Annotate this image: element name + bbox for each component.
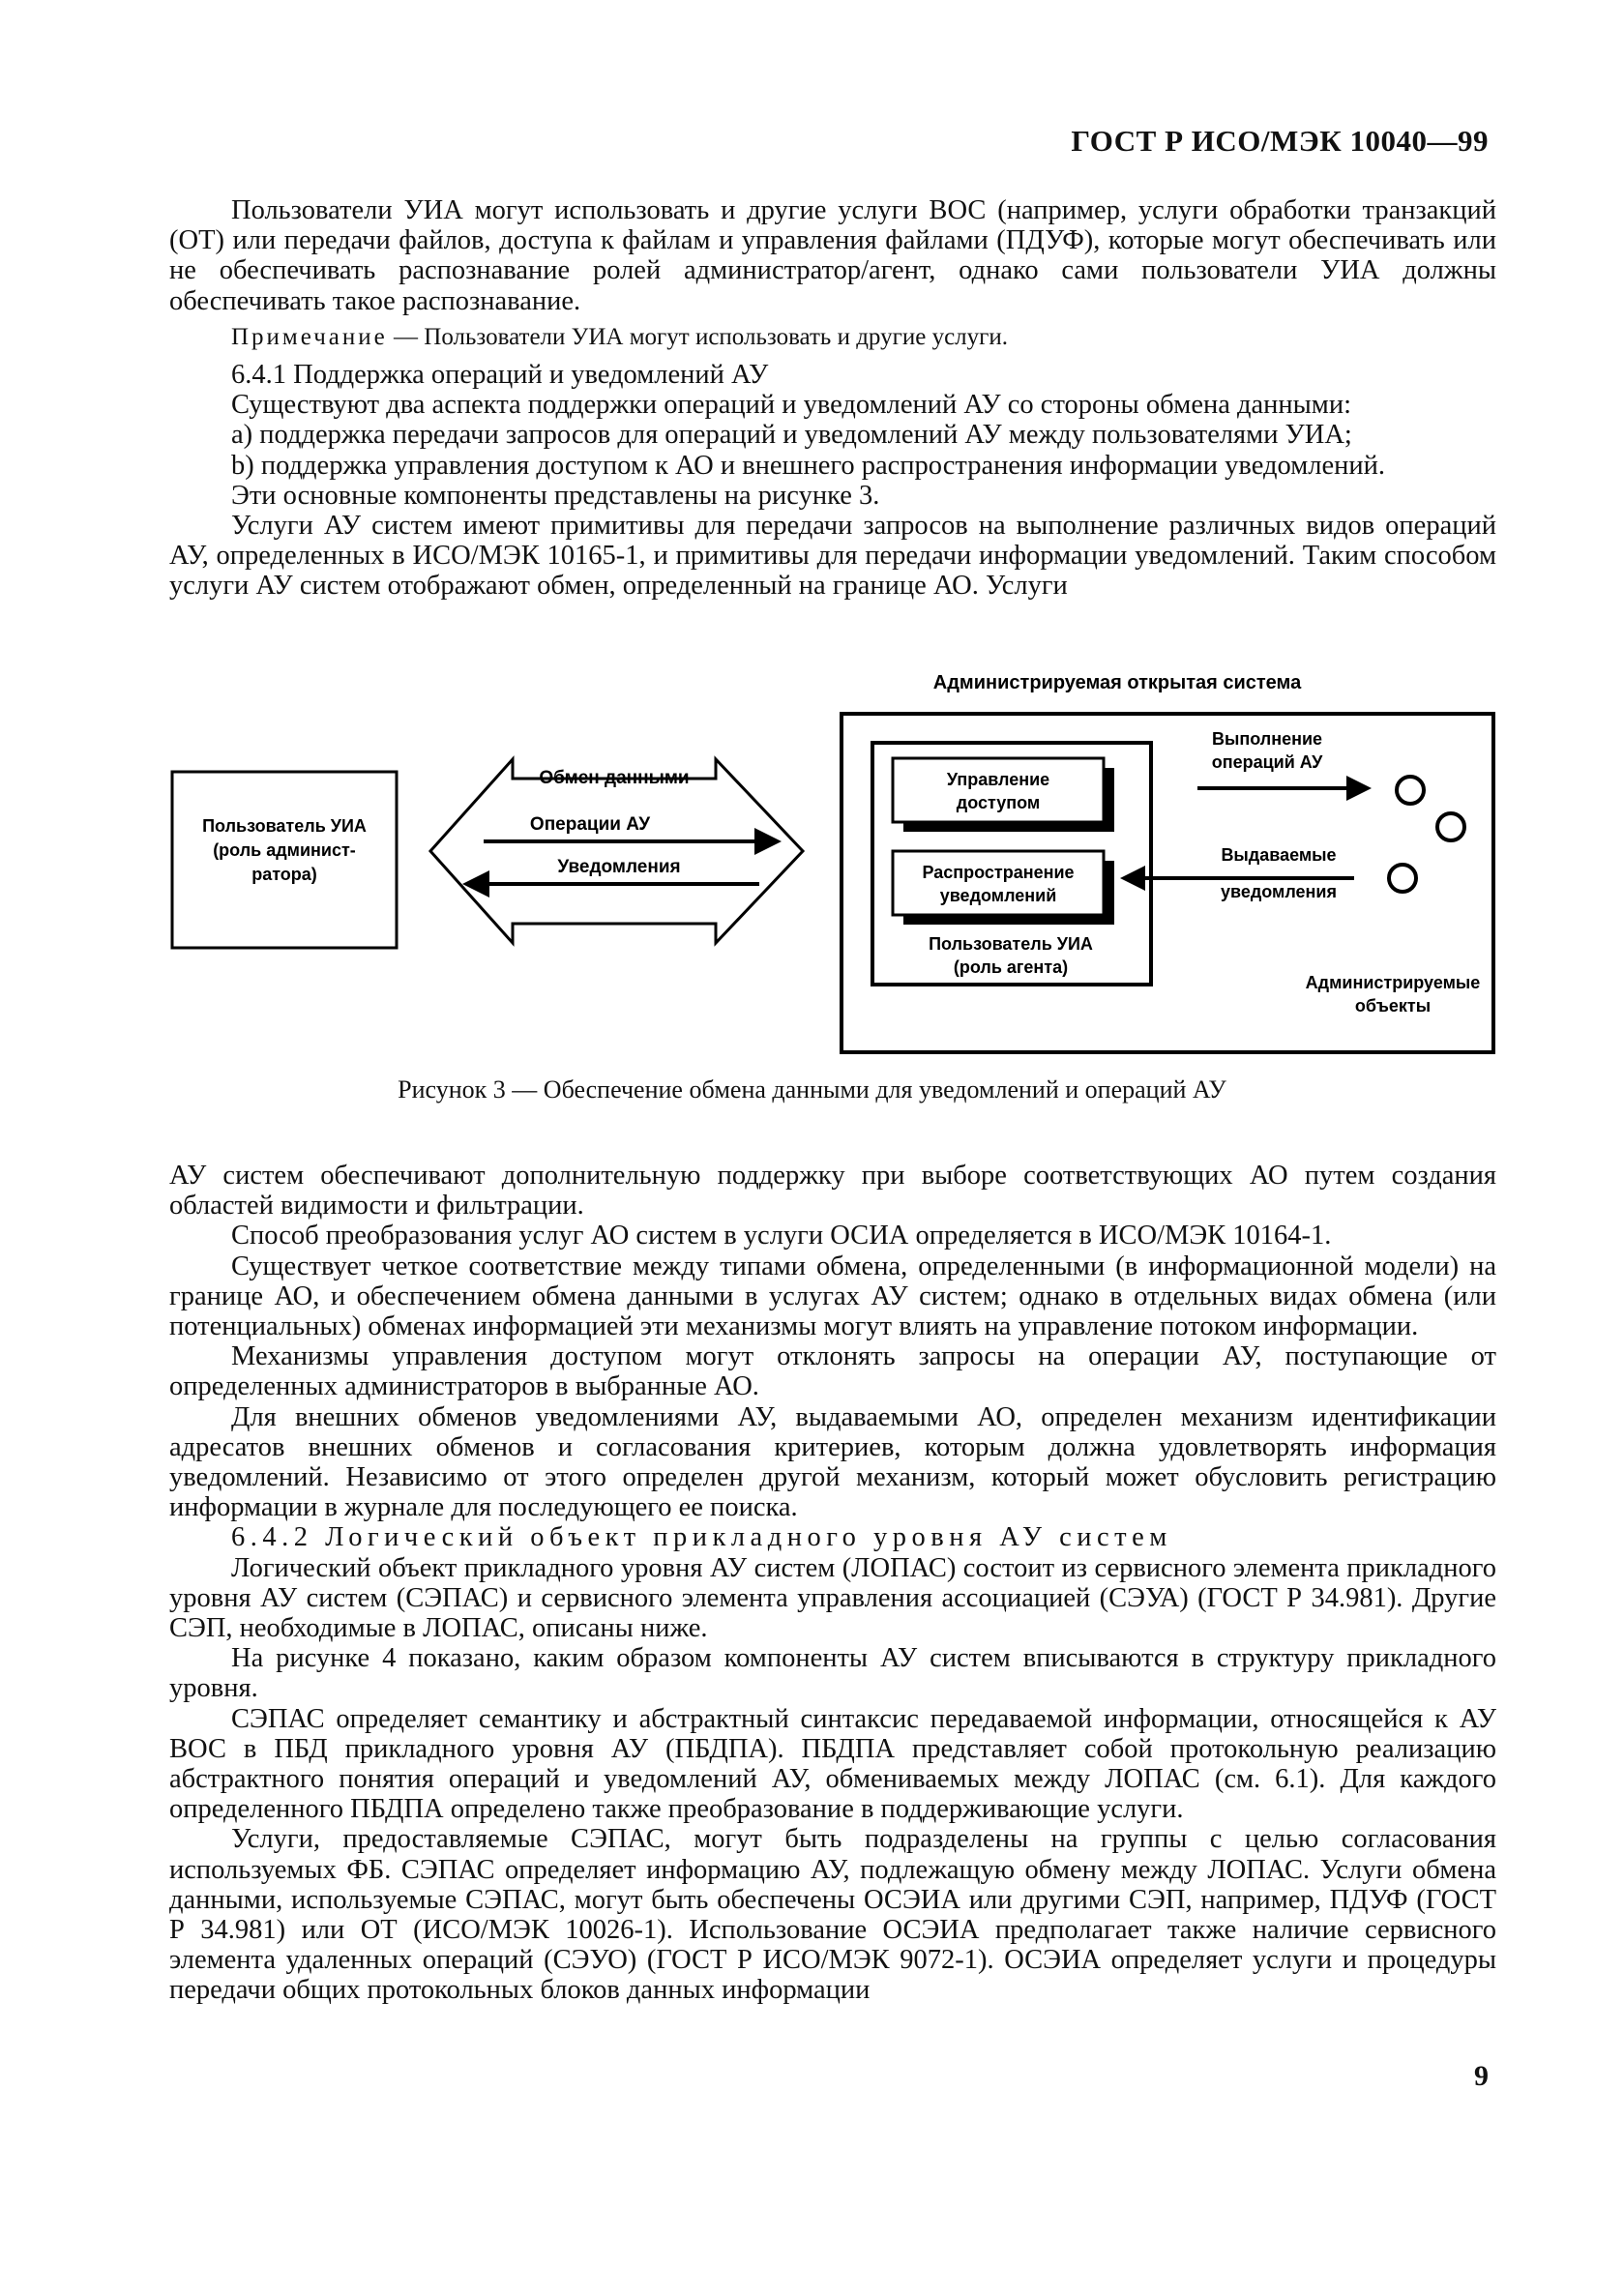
managed-system-title: Администрируемая открытая система — [932, 672, 1302, 693]
manager-box-line1: Пользователь УИА — [202, 816, 367, 836]
access-control-line2: доступом — [956, 793, 1041, 812]
manager-user-box — [172, 772, 397, 948]
paragraph: Пользователи УИА могут использовать и другие услуги ВОС (например, услуги обработки транзакций (ОТ) или передачи файлов, доступа к файлам и управления файлами (ПДУФ), которые могут обеспечивать или не обеспечивать распознавание ролей администратор/агент, однако сами пользователи УИА должны обеспечивать такое распознавание. — [169, 195, 1496, 316]
bottom-text-block — [169, 1161, 1496, 2006]
access-control-box — [893, 758, 1104, 822]
paragraph: Способ преобразования услуг АО систем в услуги ОСИА определяется в ИСО/МЭК 10164-1. — [231, 1221, 1332, 1251]
paragraph: Логический объект прикладного уровня АУ систем (ЛОПАС) состоит из сервисного элемента прикладного уровня АУ систем (СЭПАС) и сервисного элемента управления ассоциацией (СЭУА) (ГОСТ Р 34.981). Другие СЭП, необходимые в ЛОПАС, описаны ниже. — [169, 1552, 1496, 1644]
emitted-notif-line1: Выдаваемые — [1221, 845, 1337, 865]
notif-distribution-box — [893, 851, 1104, 915]
figure-caption: Рисунок 3 — Обеспечение обмена данными для уведомлений и операций АУ — [398, 1075, 1226, 1104]
managed-object-circle — [1397, 777, 1424, 804]
paragraph: Услуги, предоставляемые СЭПАС, могут быть подразделены на группы с целью согласования используемых ФБ. СЭПАС определяет информацию АУ, подлежащую обмену между ЛОПАС. Услуги обмена данными, используемые СЭПАС, могут быть обеспечены ОСЭИА или другими СЭП, например, ПДУФ (ГОСТ Р 34.981) или ОТ (ИСО/МЭК 10026-1). Использование ОСЭИА предполагает также наличие сервисного элемента удаленных операций (СЭУО) (ГОСТ Р ИСО/МЭК 9072-1). ОСЭИА определяет услуги и процедуры передачи общих протокольных блоков данных информации — [169, 1824, 1496, 2006]
paragraph: На рисунке 4 показано, каким образом компоненты АУ систем вписываются в структуру прикладного уровня. — [169, 1643, 1496, 1704]
manager-box-line2: (роль админист- — [213, 840, 356, 860]
agent-user-line1: Пользователь УИА — [929, 934, 1093, 954]
note-label: Примечание — [231, 323, 388, 350]
note — [169, 322, 1496, 352]
paragraph: Эти основные компоненты представлены на рисунке 3. — [231, 480, 880, 511]
arrow-label-notifications: Уведомления — [557, 857, 681, 877]
paragraph: СЭПАС определяет семантику и абстрактный синтаксис передаваемой информации, относящейся к АУ ВОС в ПБД прикладного уровня АУ (ПБДПА). ПБДПА представляет собой протокольную реализацию абстрактного понятия операций и уведомлений АУ, обмениваемых между ЛОПАС (см. 6.1). Для каждого определенного ПБДПА определено также преобразование в поддерживающие услуги. — [169, 1703, 1496, 1825]
managed-objects-line2: объекты — [1354, 996, 1432, 1016]
paragraph: Для внешних обменов уведомлениями АУ, выдаваемыми АО, определен механизм идентификации адресатов внешних обменов и согласования критериев, которым должна удовлетворять информация уведомлений. Независимо от этого определен другой механизм, который может обусловить регистрацию информации в журнале для последующего ее поиска. — [169, 1401, 1496, 1523]
paragraph: АУ систем обеспечивают дополнительную поддержку при выборе соответствующих АО путем создания областей видимости и фильтрации. — [169, 1161, 1496, 1222]
list-item-b: b) поддержка управления доступом к АО и внешнего распространения информации уведомлений. — [231, 450, 1385, 481]
list-item-a: a) поддержка передачи запросов для операций и уведомлений АУ между пользователями УИА; — [231, 420, 1352, 451]
page-number: 9 — [1474, 2060, 1489, 2092]
agent-user-line2: (роль агента) — [953, 957, 1069, 977]
paragraph: Существуют два аспекта поддержки операций и уведомлений АУ со стороны обмена данными: — [231, 390, 1352, 421]
arrow-label-data-exchange: Обмен данными — [539, 768, 690, 788]
managed-objects-line1: Администрируемые — [1305, 973, 1481, 992]
notif-distribution-line2: уведомлений — [939, 886, 1057, 905]
section-title-6-4-1: 6.4.1 Поддержка операций и уведомлений АУ — [231, 360, 769, 391]
top-text-block — [169, 195, 1496, 602]
ops-exec-line1: Выполнение — [1211, 729, 1323, 749]
section-title-6-4-2: 6.4.2 Логический объект прикладного уровня АУ систем — [231, 1522, 1172, 1553]
paragraph: Услуги АУ систем имеют примитивы для передачи запросов на выполнение различных видов операций АУ, определенных в ИСО/МЭК 10165-1, и примитивы для передачи информации уведомлений. Таким способом услуги АУ систем отображают обмен, определенный на границе АО. Услуги — [169, 511, 1496, 602]
manager-box-line3: ратора) — [251, 865, 317, 884]
emitted-notif-line2: уведомления — [1221, 882, 1337, 901]
managed-object-circle — [1437, 813, 1464, 840]
arrow-label-operations: Операции АУ — [529, 814, 651, 835]
access-control-line1: Управление — [946, 770, 1050, 789]
document-header: ГОСТ Р ИСО/МЭК 10040—99 — [1071, 124, 1489, 158]
paragraph: Механизмы управления доступом могут отклонять запросы на операции АУ, поступающие от определенных администраторов в выбранные АО. — [169, 1341, 1496, 1402]
paragraph: Существует четкое соответствие между типами обмена, определенными (в информационной модели) на границе АО, и обеспечением обмена данными в услугах АУ систем; однако в отдельных видах обмена (или потенциальных) обменах информацией эти механизмы могут влиять на управление потоком информации. — [169, 1251, 1496, 1342]
note-text: — Пользователи УИА могут использовать и другие услуги. — [387, 323, 1009, 350]
managed-object-circle — [1389, 865, 1416, 892]
ops-exec-line2: операций АУ — [1211, 752, 1323, 772]
figure-3 — [164, 667, 1509, 1064]
notif-distribution-line1: Распространение — [922, 863, 1075, 882]
